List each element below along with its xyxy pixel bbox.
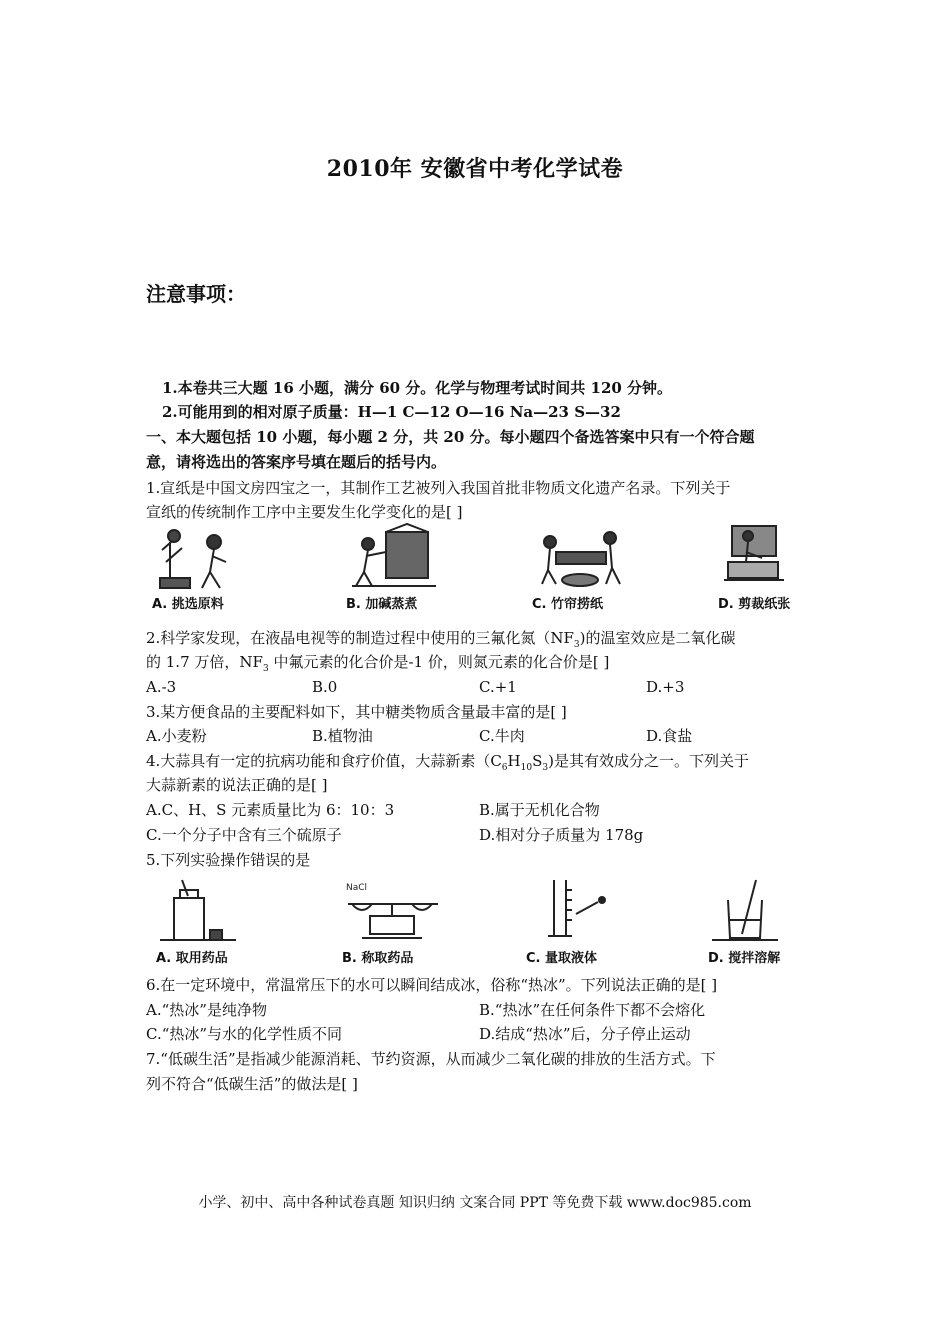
alkali-boiling-illustration — [346, 522, 466, 594]
q4-line-1-text-b: )是其有效成分之一。下列关于 — [548, 752, 749, 770]
q4-option-a: A.C、H、S 元素质量比为 6：10：3 — [146, 801, 395, 819]
q4-option-c: C.一个分子中含有三个硫原子 — [146, 826, 342, 844]
q2-line-2-text-a: 的 1.7 万倍，NF — [146, 653, 263, 671]
q5-figures — [146, 876, 810, 966]
q4-line-1-text-a: 4.大蒜具有一定的抗病功能和食疗价值，大蒜新素（C — [146, 752, 502, 770]
q1-line-2: 宣纸的传统制作工序中主要发生化学变化的是[ ] — [146, 503, 463, 521]
q2-option-d: D.+3 — [646, 678, 685, 696]
q1-figure-a — [152, 522, 272, 612]
q2-option-c: C.+1 — [479, 678, 517, 696]
q6-line: 6.在一定环境中，常温常压下的水可以瞬间结成冰，俗称“热冰”。下列说法正确的是[ ] — [146, 976, 718, 994]
q5-figure-a — [156, 876, 276, 966]
q1-line-1: 1.宣纸是中国文房四宝之一，其制作工艺被列入我国首批非物质文化遗产名录。下列关于 — [146, 479, 731, 497]
q1-figure-b — [346, 522, 466, 612]
q6-option-d: D.结成“热冰”后，分子停止运动 — [479, 1025, 691, 1043]
q6-option-a: A.“热冰”是纯净物 — [146, 1001, 267, 1019]
q4-element-h: H — [507, 752, 521, 770]
q7-line-2: 列不符合“低碳生活”的做法是[ ] — [146, 1075, 358, 1093]
measuring-cylinder-illustration — [526, 876, 646, 948]
q5-caption-b: B. 称取药品 — [342, 951, 414, 966]
q5-line: 5.下列实验操作错误的是 — [146, 851, 311, 869]
q2-option-a: A.-3 — [146, 678, 177, 696]
q2-line-2-subscript: 3 — [262, 664, 269, 674]
q4-subscript-h: 10 — [520, 763, 533, 773]
q2-line-1-text-a: 2.科学家发现，在液晶电视等的制造过程中使用的三氟化氮（NF — [146, 629, 574, 647]
q5-figure-b — [342, 876, 462, 966]
q3-option-c: C.牛肉 — [479, 727, 525, 745]
q4-option-d: D.相对分子质量为 178g — [479, 826, 644, 844]
q3-line: 3.某方便食品的主要配料如下，其中糖类物质含量最丰富的是[ ] — [146, 703, 567, 721]
q2-line-1-text-b: )的温室效应是二氧化碳 — [579, 629, 736, 647]
page-footer: 小学、初中、高中各种试卷真题 知识归纳 文案合同 PPT 等免费下载 www.doc985.com — [198, 1195, 752, 1211]
take-reagent-illustration — [156, 876, 276, 948]
q1-caption-d: D. 剪裁纸张 — [718, 597, 791, 612]
q5-caption-a: A. 取用药品 — [156, 951, 228, 966]
q5-figure-d — [708, 876, 828, 966]
q2-line-2-text-b: 中氟元素的化合价是-1 价，则氮元素的化合价是[ ] — [268, 653, 610, 671]
q1-figure-c — [532, 522, 652, 612]
selecting-materials-illustration — [152, 522, 272, 594]
q5-caption-c: C. 量取液体 — [526, 951, 598, 966]
q4-subscript-s: 3 — [542, 763, 549, 773]
q1-figure-d — [718, 522, 838, 612]
q6-option-c: C.“热冰”与水的化学性质不同 — [146, 1025, 343, 1043]
q4-option-b: B.属于无机化合物 — [479, 801, 600, 819]
q3-option-b: B.植物油 — [312, 727, 373, 745]
page-title: 2010年 安徽省中考化学试卷 — [326, 156, 624, 182]
note-1: 1.本卷共三大题 16 小题，满分 60 分。化学与物理考试时间共 120 分钟。 — [162, 379, 673, 397]
stirring-beaker-illustration — [708, 876, 828, 948]
q1-figures — [146, 522, 810, 612]
q1-caption-c: C. 竹帘捞纸 — [532, 597, 604, 612]
balance-label-text: NaCl — [346, 883, 368, 893]
q1-caption-a: A. 挑选原料 — [152, 597, 224, 612]
q4-subscript-c: 6 — [501, 763, 508, 773]
q5-caption-d: D. 搅拌溶解 — [708, 951, 781, 966]
q4-element-s: S — [532, 752, 543, 770]
cutting-paper-illustration — [718, 522, 838, 594]
q4-line-2: 大蒜新素的说法正确的是[ ] — [146, 776, 328, 794]
q1-caption-b: B. 加碱蒸煮 — [346, 597, 418, 612]
q6-option-b: B.“热冰”在任何条件下都不会熔化 — [479, 1001, 706, 1019]
section1-line-1: 一、本大题包括 10 小题，每小题 2 分，共 20 分。每小题四个备选答案中只有一个符合题 — [146, 428, 755, 446]
q7-line-1: 7.“低碳生活”是指减少能源消耗、节约资源，从而减少二氧化碳的排放的生活方式。下 — [146, 1050, 716, 1068]
note-2: 2.可能用到的相对原子质量：H—1 C—12 O—16 Na—23 S—32 — [162, 403, 621, 421]
q2-line-2 — [146, 650, 609, 681]
q5-figure-c — [526, 876, 646, 966]
q2-line-1-subscript: 3 — [573, 640, 580, 650]
q3-option-d: D.食盐 — [646, 727, 693, 745]
balance-illustration — [342, 876, 462, 948]
bamboo-screen-illustration — [532, 522, 652, 594]
notice-heading: 注意事项： — [146, 282, 246, 306]
q2-option-b: B.0 — [312, 678, 338, 696]
q3-option-a: A.小麦粉 — [146, 727, 207, 745]
section1-line-2: 意，请将选出的答案序号填在题后的括号内。 — [146, 453, 447, 471]
